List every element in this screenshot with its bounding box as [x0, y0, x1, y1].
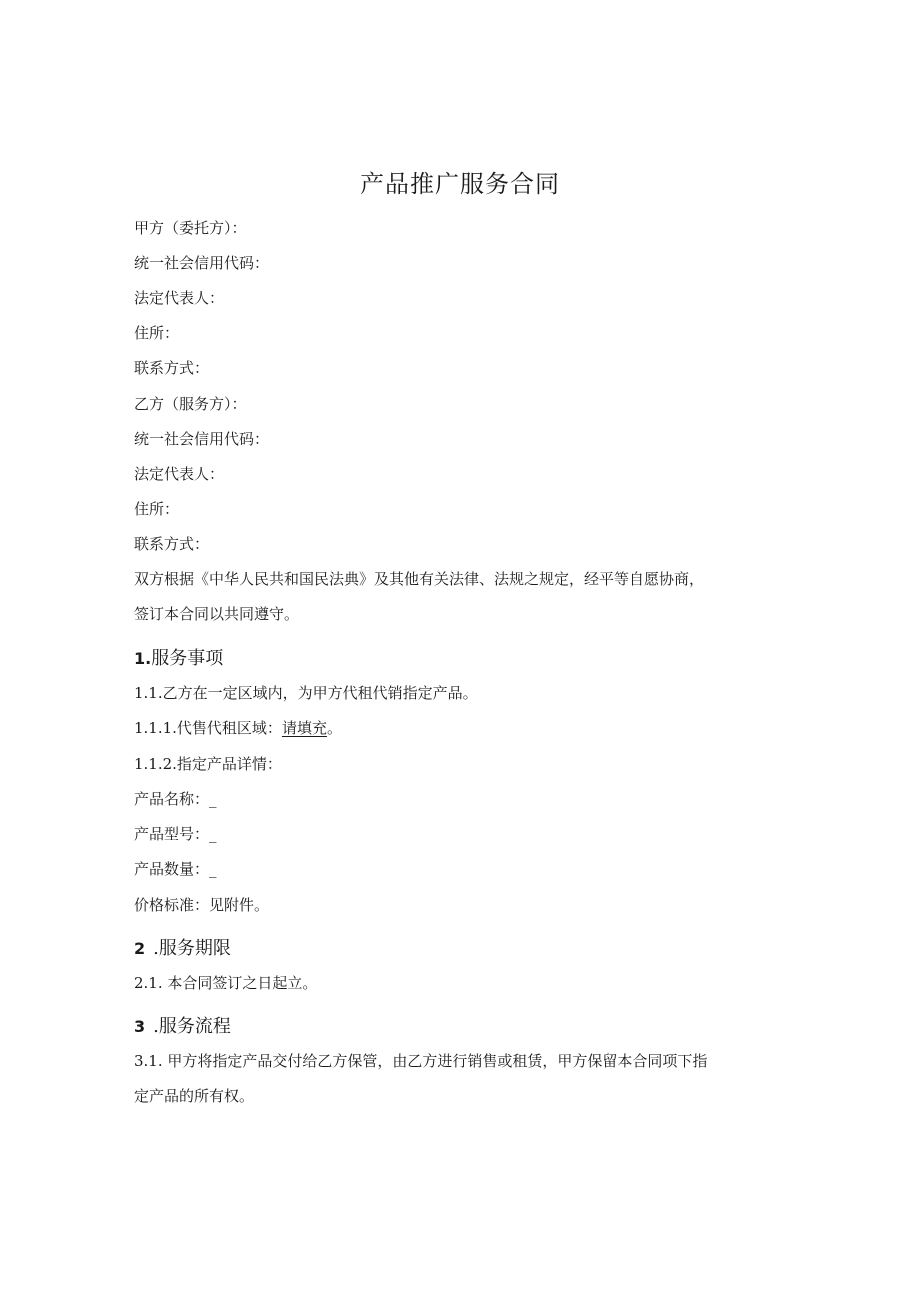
- section-2-title: .服务期限: [153, 938, 231, 959]
- product-name: 产品名称：_: [134, 790, 217, 808]
- section-1-number: 1.: [134, 649, 152, 668]
- clause-2-1: 2.1. 本合同签订之日起立。: [134, 974, 318, 992]
- party-a-legal-rep: 法定代表人：: [134, 289, 225, 307]
- section-3-number: 3: [134, 1017, 146, 1036]
- section-1-heading: [134, 646, 223, 672]
- preamble-line-2: 签订本合同以共同遵守。: [134, 605, 300, 623]
- party-b-contact: 联系方式：: [134, 535, 210, 553]
- section-2-number: 2: [134, 939, 146, 958]
- party-b-address: 住所：: [134, 500, 180, 518]
- section-3-title: .服务流程: [153, 1016, 231, 1037]
- party-a-label: 甲方（委托方）：: [134, 219, 247, 237]
- clause-3-1-line-2: 定产品的所有权。: [134, 1087, 255, 1105]
- clause-1-1: 1.1.乙方在一定区域内，为甲方代租代销指定产品。: [134, 684, 478, 702]
- party-b-legal-rep: 法定代表人：: [134, 465, 225, 483]
- party-a-credit-code: 统一社会信用代码：: [134, 254, 270, 272]
- clause-1-1-1-label: 1.1.1.代售代租区域：: [134, 719, 282, 737]
- party-b-label: 乙方（服务方）：: [134, 395, 247, 413]
- preamble-line-1: 双方根据《中华人民共和国民法典》及其他有关法律、法规之规定，经平等自愿协商，: [134, 570, 705, 588]
- clause-1-1-1: [134, 717, 342, 739]
- document-title: 产品推广服务合同: [360, 170, 560, 198]
- party-b-credit-code: 统一社会信用代码：: [134, 430, 270, 448]
- section-1-title: 服务事项: [151, 648, 224, 669]
- clause-1-1-2: 1.1.2.指定产品详情：: [134, 755, 282, 773]
- product-model: 产品型号：_: [134, 825, 217, 843]
- section-3-heading: [134, 1014, 231, 1040]
- clause-3-1-line-1: 3.1. 甲方将指定产品交付给乙方保管，由乙方进行销售或租赁，甲方保留本合同项下指: [134, 1052, 708, 1070]
- fill-in-placeholder: 请填充: [281, 719, 327, 737]
- section-2-heading: [134, 936, 231, 962]
- clause-1-1-1-end: 。: [326, 719, 342, 737]
- price-standard: 价格标准：见附件。: [134, 896, 270, 914]
- party-a-address: 住所：: [134, 324, 180, 342]
- product-quantity: 产品数量：_: [134, 860, 217, 878]
- party-a-contact: 联系方式：: [134, 359, 210, 377]
